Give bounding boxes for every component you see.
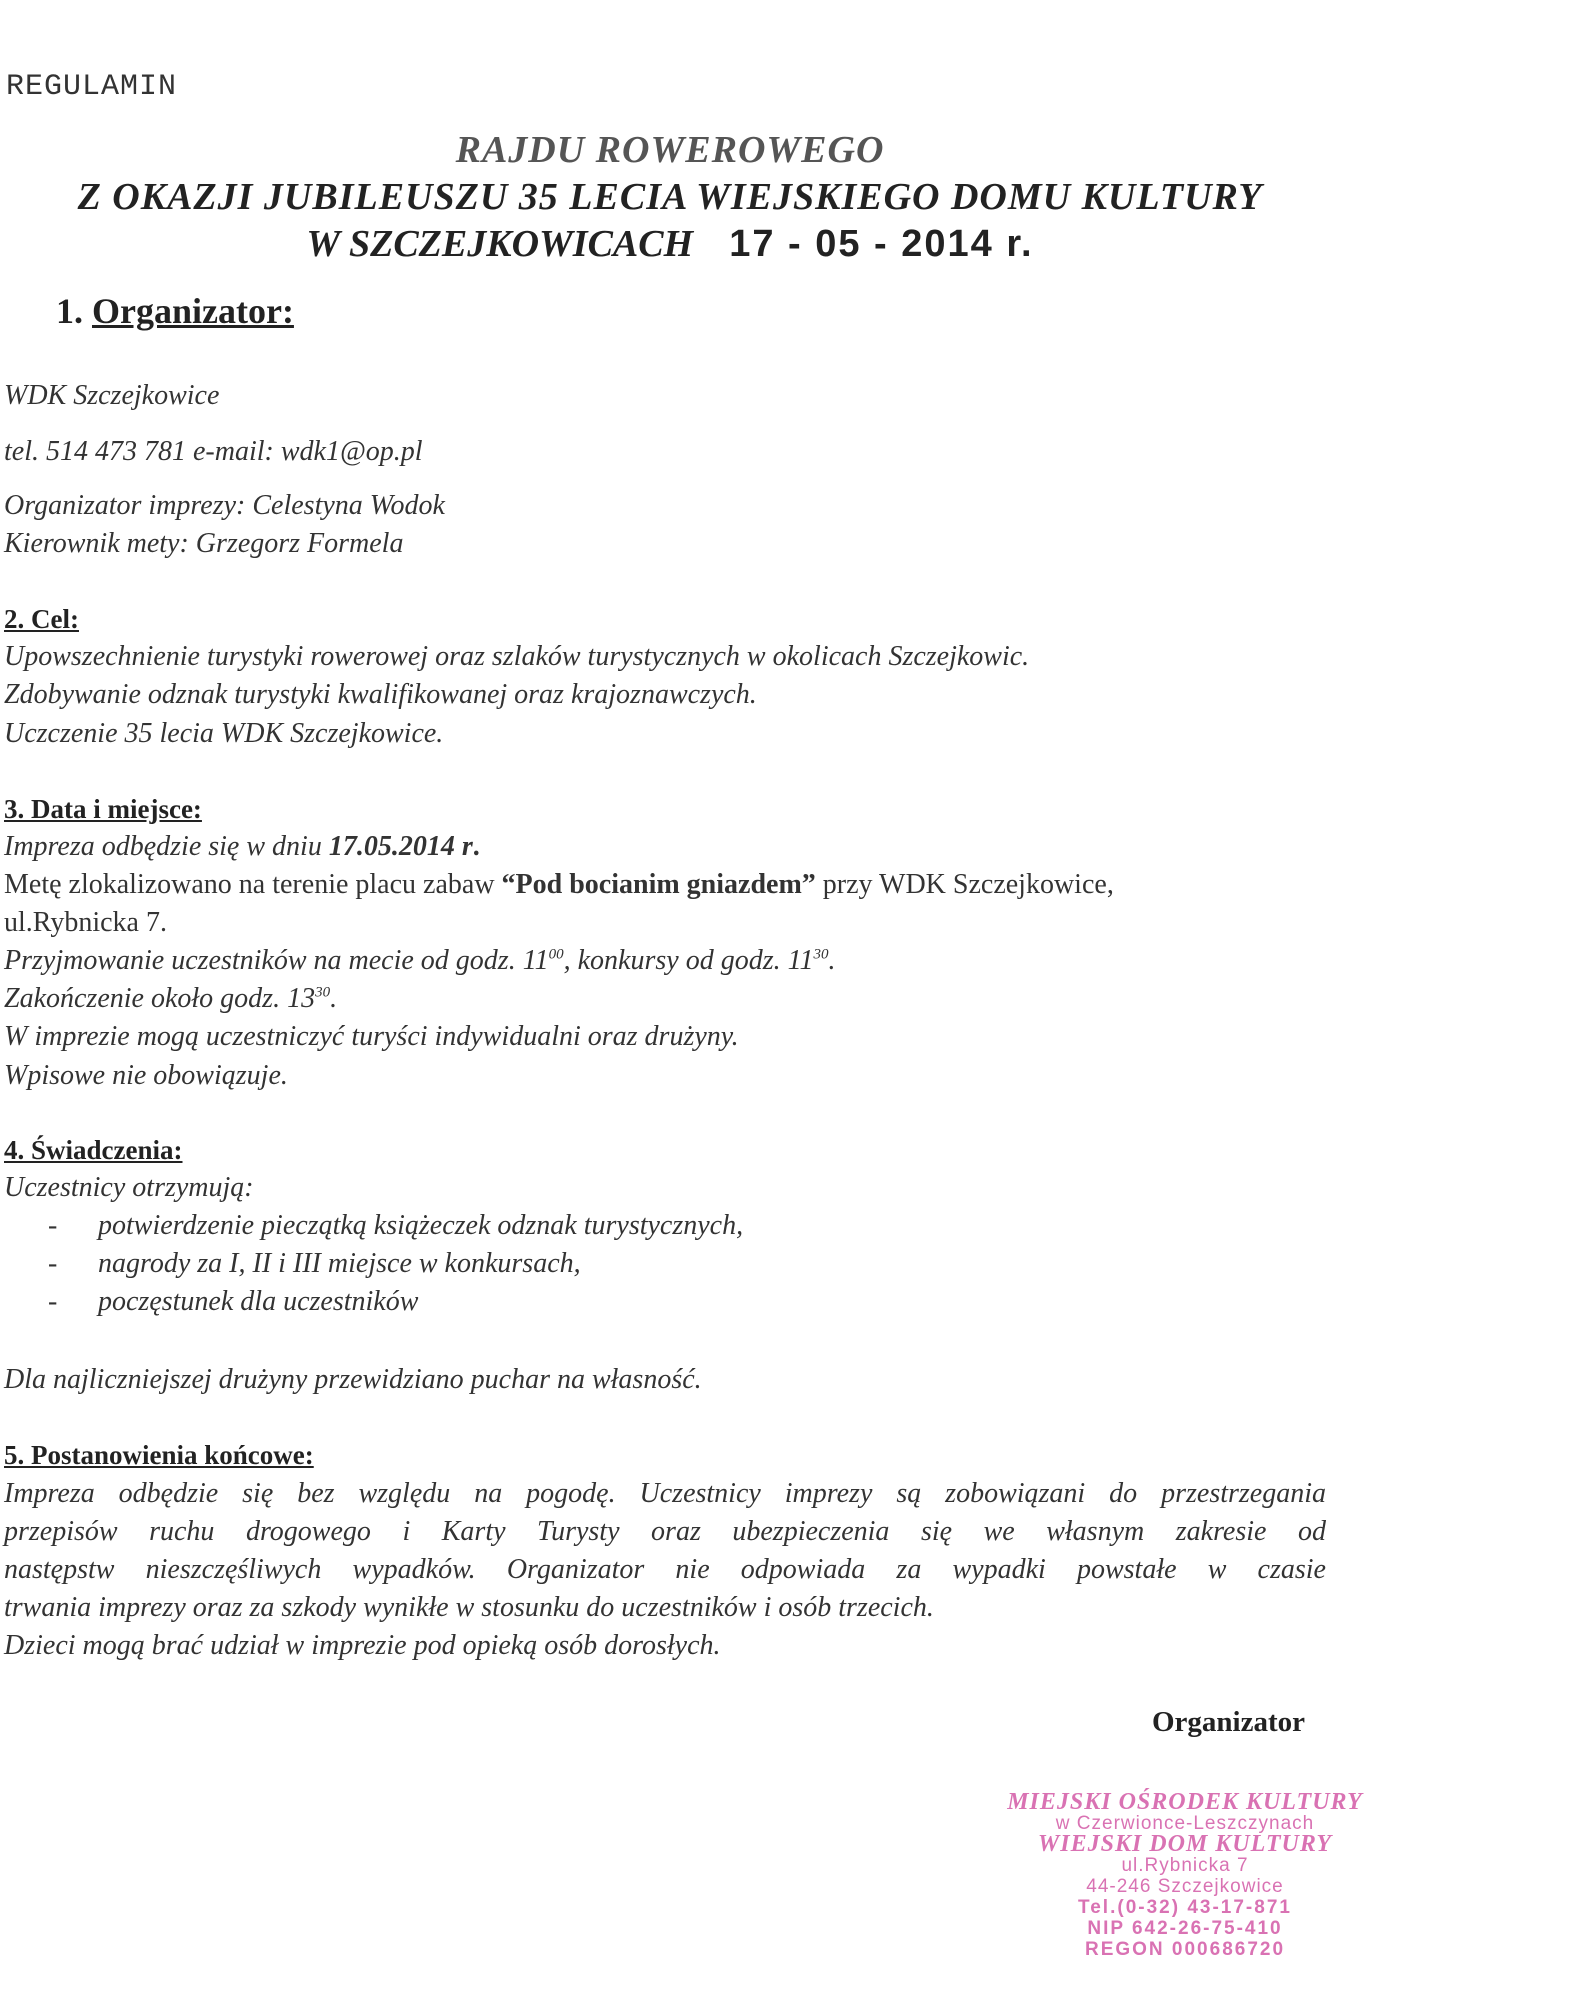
contests-end: . (828, 945, 836, 976)
paragraph-last-line: Dzieci mogą brać udział w imprezie pod opieką osób dorosłych. (4, 1630, 721, 1661)
end-minutes: 30 (315, 984, 331, 1001)
stamp-line: REGON 000686720 (1084, 1939, 1286, 1960)
title-line-3 (0, 222, 1340, 266)
finish-place: “Pod bocianim gniazdem” (501, 869, 816, 900)
event-date-line (4, 831, 480, 863)
organizer-name: WDK Szczejkowice (4, 380, 220, 411)
event-organizer: Organizator imprezy: Celestyna Wodok (4, 490, 445, 521)
fee-line: Wpisowe nie obowiązuje. (4, 1060, 288, 1091)
section-1-title: Organizator: (92, 291, 294, 331)
goal-line-1: Upowszechnienie turystyki rowerowej oraz szlaków turystycznych w okolicach Szczejkowic. (4, 641, 1030, 672)
paragraph-line: trwania imprezy oraz za szkody wynikłe w stosunku do uczestników i osób trzecich. (4, 1592, 934, 1623)
signature-label: Organizator (1152, 1706, 1306, 1738)
section-4-heading: 4. Świadczenia: (4, 1135, 183, 1165)
goal-line-3: Uczczenie 35 lecia WDK Szczejkowice. (4, 718, 444, 749)
section-2-heading: 2. Cel: (4, 604, 79, 634)
list-item (48, 1210, 743, 1242)
title-line-2: Z OKAZJI JUBILEUSZU 35 LECIA WIEJSKIEGO DOMU KULTURY (77, 176, 1263, 218)
section-5-heading: 5. Postanowienia końcowe: (4, 1440, 314, 1470)
finish-suffix: przy WDK Szczejkowice, (815, 869, 1114, 900)
goal-line-2: Zdobywanie odznak turystyki kwalifikowanej oraz krajoznawczych. (4, 679, 757, 710)
list-item (48, 1286, 418, 1318)
finish-prefix: Metę zlokalizowano na terenie placu zabaw (4, 869, 502, 900)
contests-text: , konkursy od godz. 11 (563, 945, 814, 976)
stamp-line: NIP 642-26-75-410 (1087, 1918, 1283, 1939)
bullet-dash: - (48, 1210, 58, 1241)
stamp-line: 44-246 Szczejkowice (1086, 1876, 1284, 1897)
reception-text: Przyjmowanie uczestników na mecie od godz. 11 (4, 945, 549, 976)
participants-line: W imprezie mogą uczestniczyć turyści indywidualni oraz drużyny. (4, 1021, 739, 1052)
contests-minutes: 30 (813, 946, 829, 963)
paragraph-line: Impreza odbędzie się bez względu na pogodę. Uczestnicy imprezy są zobowiązani do przestrzegania (4, 1478, 1326, 1509)
document-type: REGULAMIN (6, 70, 178, 104)
finish-location-line (4, 869, 1114, 901)
stamp-line: ul.Rybnicka 7 (1121, 1855, 1249, 1876)
section-3-heading: 3. Data i miejsce: (4, 794, 202, 824)
title-date: 17 - 05 - 2014 r. (729, 223, 1034, 265)
end-text: Zakończenie około godz. 13 (4, 983, 316, 1014)
trophy-note: Dla najliczniejszej drużyny przewidziano puchar na własność. (4, 1364, 702, 1395)
bullet-dash: - (48, 1286, 58, 1317)
stamp-line: w Czerwionce-Leszczynach (1055, 1813, 1315, 1834)
organizer-contact: tel. 514 473 781 e-mail: wdk1@op.pl (4, 436, 423, 467)
list-item-text: nagrody za I, II i III miejsce w konkursach, (98, 1248, 581, 1279)
list-item-text: potwierdzenie pieczątką książeczek odznak turystycznych, (98, 1210, 744, 1241)
finish-address: ul.Rybnicka 7. (4, 907, 167, 938)
title-line-1: RAJDU ROWEROWEGO (455, 129, 885, 171)
stamp-line: MIEJSKI OŚRODEK KULTURY (1007, 1789, 1363, 1815)
institution-stamp (950, 1789, 1420, 1962)
stamp-line: Tel.(0-32) 43-17-871 (1078, 1897, 1292, 1918)
bullet-dash: - (48, 1248, 58, 1279)
date-prefix: Impreza odbędzie się w dniu (4, 831, 329, 862)
event-date: 17.05.2014 r (328, 831, 473, 862)
section-1-number: 1. (56, 291, 83, 331)
date-suffix: . (472, 831, 480, 862)
paragraph-line: przepisów ruchu drogowego i Karty Turysty oraz ubezpieczenia się we własnym zakresie od (4, 1516, 1326, 1547)
stamp-line: WIEJSKI DOM KULTURY (1037, 1831, 1333, 1857)
list-item-text: poczęstunek dla uczestników (98, 1286, 419, 1317)
list-item (48, 1248, 581, 1280)
section-1-heading (56, 290, 294, 332)
end-time-line (4, 983, 337, 1015)
finish-manager: Kierownik mety: Grzegorz Formela (4, 528, 404, 559)
end-period: . (330, 983, 338, 1014)
reception-minutes: 00 (548, 946, 564, 963)
title-place: W SZCZEJKOWICACH (306, 223, 694, 265)
final-provisions-paragraph (4, 1475, 1326, 1665)
paragraph-line: następstw nieszczęśliwych wypadków. Organizator nie odpowiada za wypadki powstałe w czasie (4, 1554, 1326, 1585)
benefits-intro: Uczestnicy otrzymują: (4, 1172, 254, 1203)
schedule-line (4, 945, 836, 977)
